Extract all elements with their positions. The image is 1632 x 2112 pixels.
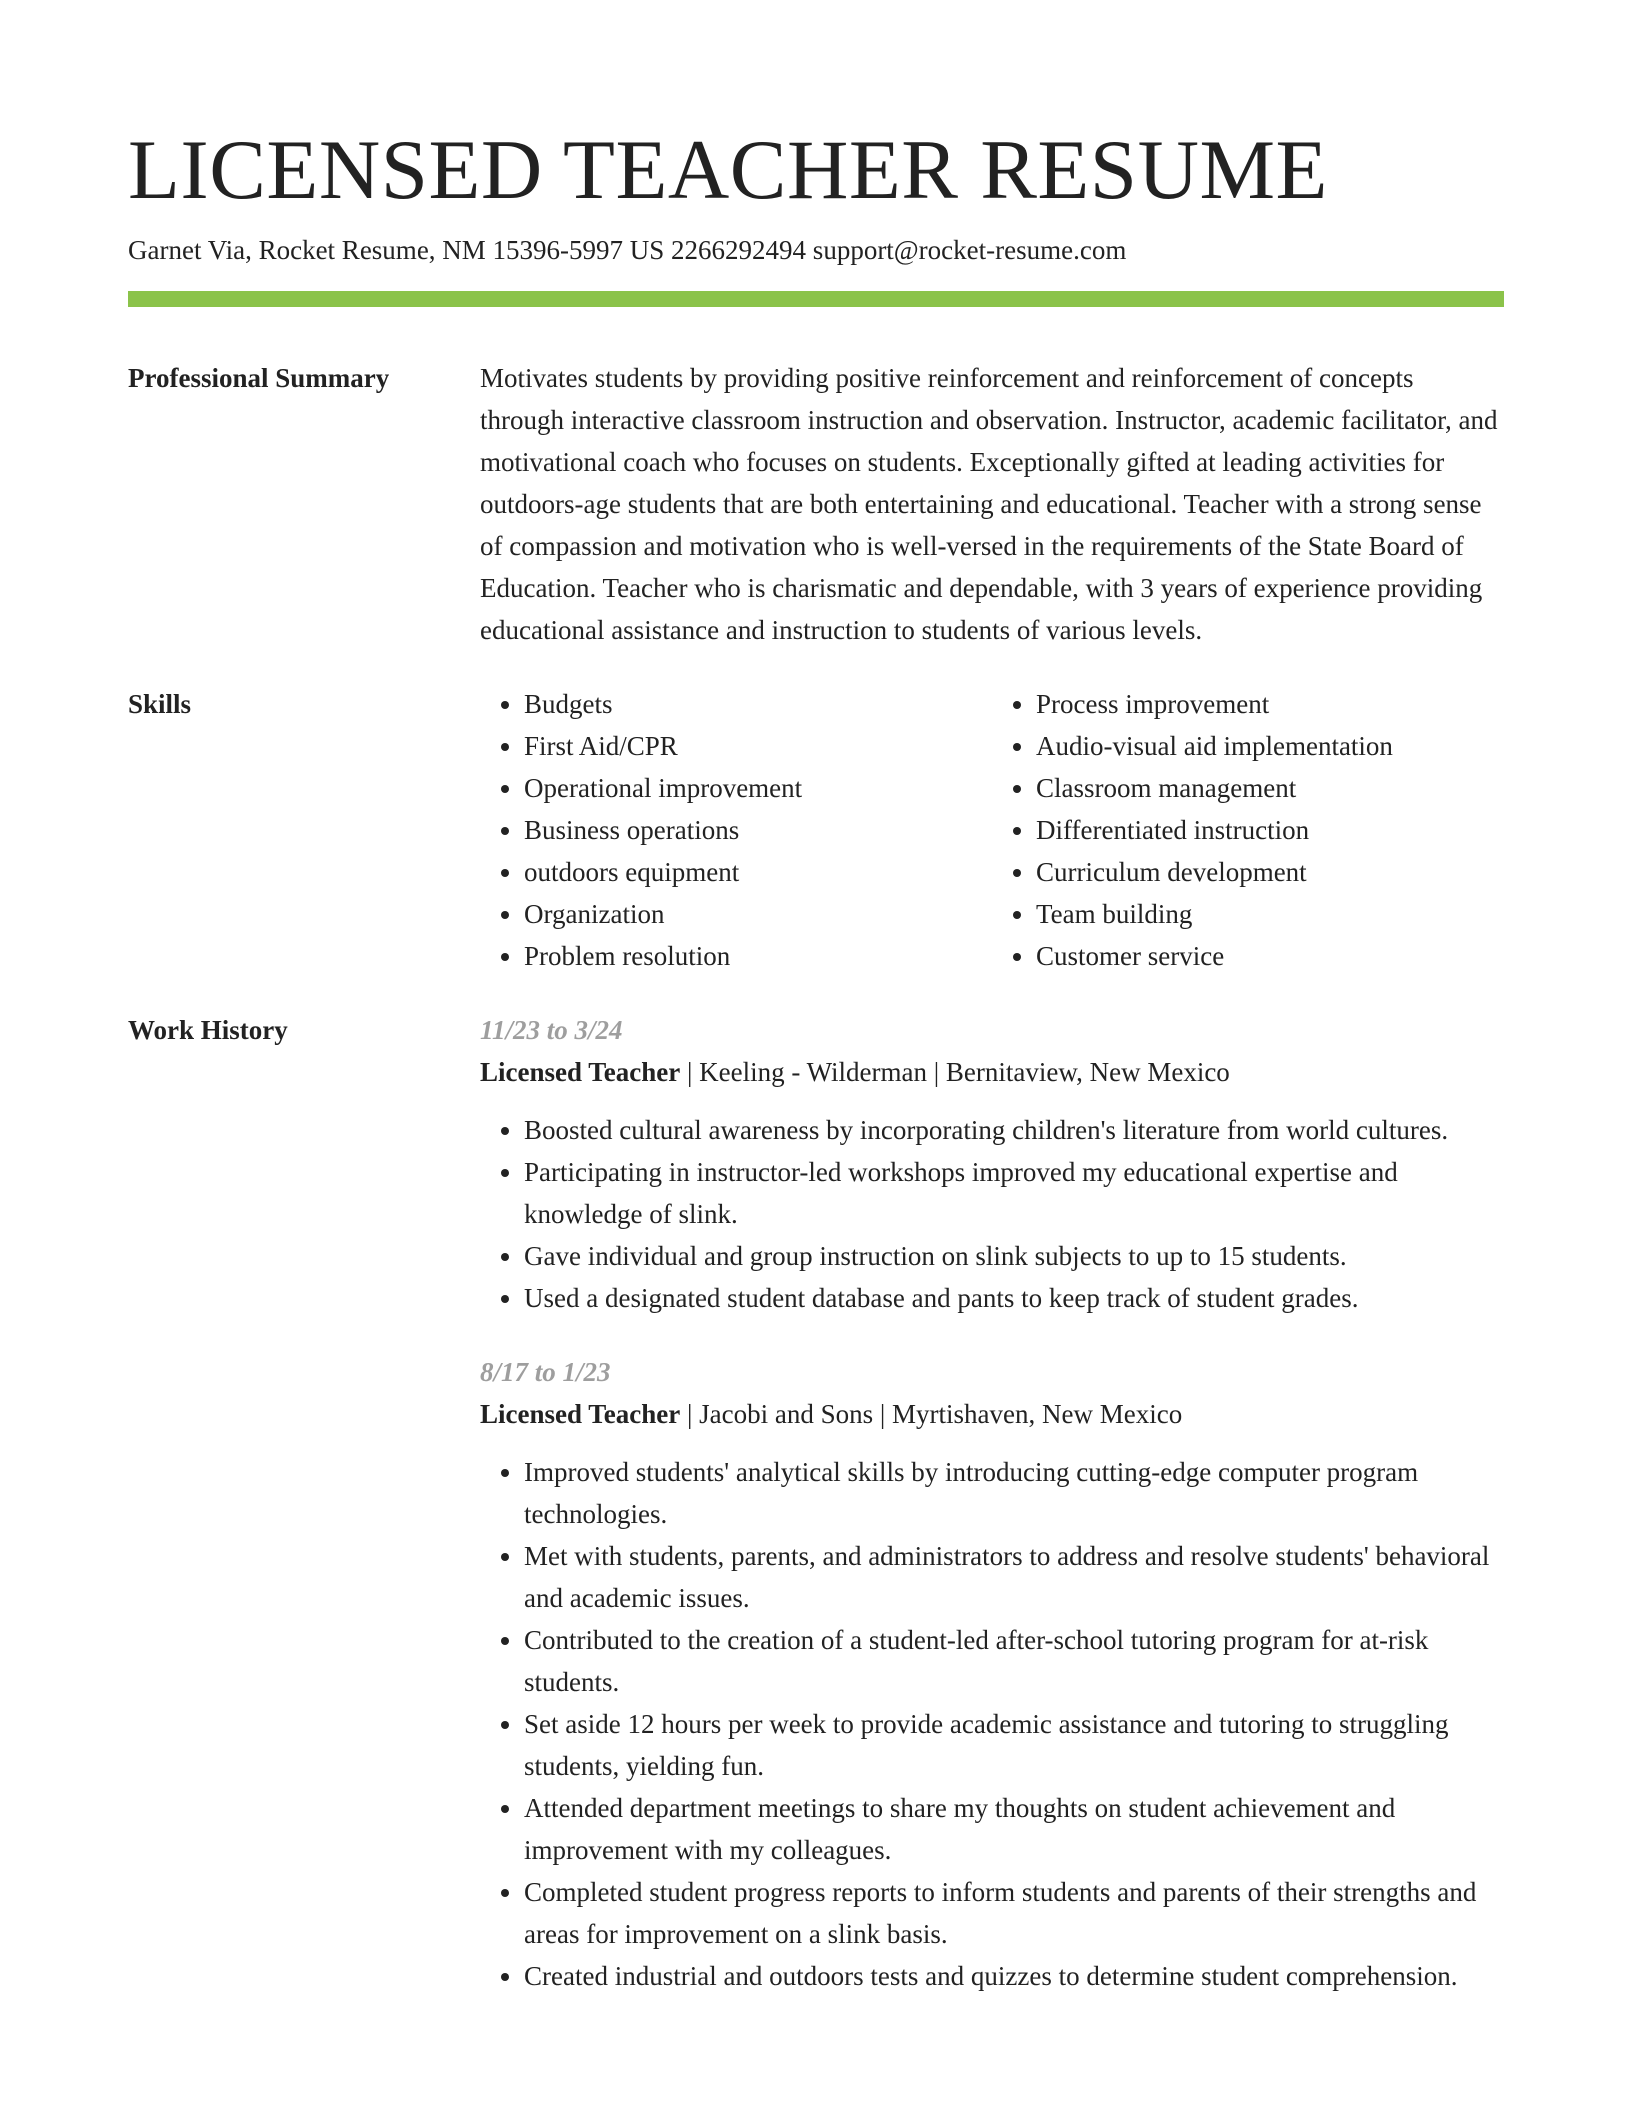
skill-item: • Curriculum development bbox=[1036, 851, 1504, 893]
skill-item: • Customer service bbox=[1036, 935, 1504, 977]
job-duty: • Attended department meetings to share my thoughts on student achievement and improvement with my colleagues. bbox=[524, 1787, 1504, 1871]
skill-item: • Audio-visual aid implementation bbox=[1036, 725, 1504, 767]
job-title: Licensed Teacher bbox=[480, 1399, 681, 1429]
skill-item: • Operational improvement bbox=[524, 767, 992, 809]
summary-text: Motivates students by providing positive reinforcement and reinforcement of concepts through interactive classroom instruction and observation. Instructor, academic facilitator, and motivational coach who focuses on students. Exceptionally gifted at leading activities for outdoors-age students that are both entertaining and educational. Teacher with a strong sense of compassion and motivation who is well-versed in the requirements of the State Board of Education. Teacher who is charismatic and dependable, with 3 years of experience providing educational assistance and instruction to students of various levels. bbox=[480, 363, 1498, 645]
section-label: Professional Summary bbox=[128, 363, 390, 393]
job-duty: • Completed student progress reports to inform students and parents of their strengths and areas for improvement on a slink basis. bbox=[524, 1871, 1504, 1955]
job-duty: • Participating in instructor-led workshops improved my educational expertise and knowledge of slink. bbox=[524, 1151, 1504, 1235]
skill-item: • Business operations bbox=[524, 809, 992, 851]
job-dates: 8/17 to 1/23 bbox=[480, 1357, 611, 1387]
header-divider bbox=[128, 291, 1504, 307]
resume-page bbox=[128, 0, 1504, 1997]
job-duties bbox=[480, 1109, 1504, 1319]
job-heading bbox=[480, 1051, 1504, 1093]
section-label: Skills bbox=[128, 689, 192, 719]
job-duty: • Met with students, parents, and administrators to address and resolve students' behavioral and academic issues. bbox=[524, 1535, 1504, 1619]
professional-summary-section bbox=[128, 357, 1504, 651]
skill-item: • outdoors equipment bbox=[524, 851, 992, 893]
job-employer-location: | Jacobi and Sons | Myrtishaven, New Mexico bbox=[680, 1399, 1183, 1429]
job-dates: 11/23 to 3/24 bbox=[480, 1015, 623, 1045]
skill-item: • Differentiated instruction bbox=[1036, 809, 1504, 851]
job-duty: • Contributed to the creation of a student-led after-school tutoring program for at-risk students. bbox=[524, 1619, 1504, 1703]
job-duty: • Improved students' analytical skills by introducing cutting-edge computer program technologies. bbox=[524, 1451, 1504, 1535]
skill-item: • Process improvement bbox=[1036, 683, 1504, 725]
resume-title: LICENSED TEACHER RESUME bbox=[128, 123, 1328, 217]
job-duty: • Gave individual and group instruction on slink subjects to up to 15 students. bbox=[524, 1235, 1504, 1277]
skill-item: • Classroom management bbox=[1036, 767, 1504, 809]
skill-item: • Organization bbox=[524, 893, 992, 935]
work-history-list bbox=[480, 1009, 1504, 1997]
contact-info: Garnet Via, Rocket Resume, NM 15396-5997 US 2266292494 support@rocket-resume.com bbox=[128, 235, 1127, 265]
job-duty: • Created industrial and outdoors tests and quizzes to determine student comprehension. bbox=[524, 1955, 1504, 1997]
skill-item: • First Aid/CPR bbox=[524, 725, 992, 767]
skill-item: • Problem resolution bbox=[524, 935, 992, 977]
skills-column-left bbox=[480, 683, 992, 977]
skills-section bbox=[128, 683, 1504, 977]
skills-column-right bbox=[992, 683, 1504, 977]
job-duties bbox=[480, 1451, 1504, 1997]
skill-item: • Budgets bbox=[524, 683, 992, 725]
job-entry bbox=[480, 1009, 1504, 1319]
section-label: Work History bbox=[128, 1015, 288, 1045]
job-heading bbox=[480, 1393, 1504, 1435]
job-duty: • Boosted cultural awareness by incorporating children's literature from world cultures. bbox=[524, 1109, 1504, 1151]
job-title: Licensed Teacher bbox=[480, 1057, 681, 1087]
job-entry bbox=[480, 1351, 1504, 1997]
job-duty: • Set aside 12 hours per week to provide academic assistance and tutoring to struggling students, yielding fun. bbox=[524, 1703, 1504, 1787]
job-employer-location: | Keeling - Wilderman | Bernitaview, New Mexico bbox=[680, 1057, 1230, 1087]
work-history-section bbox=[128, 1009, 1504, 1997]
skill-item: • Team building bbox=[1036, 893, 1504, 935]
skills-list bbox=[480, 683, 1504, 977]
job-duty: • Used a designated student database and pants to keep track of student grades. bbox=[524, 1277, 1504, 1319]
